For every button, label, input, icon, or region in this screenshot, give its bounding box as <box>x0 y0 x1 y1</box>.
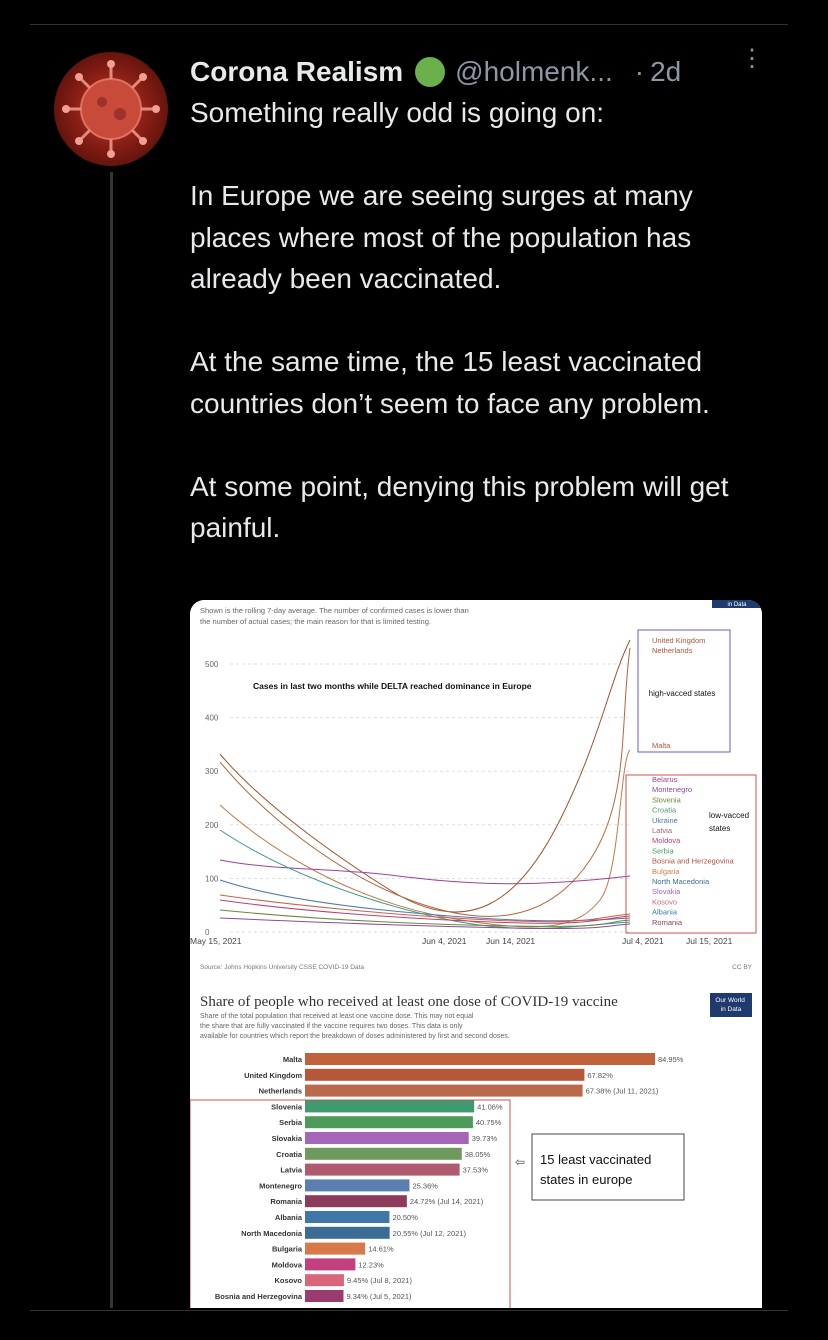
chart-image <box>190 600 762 1308</box>
bar-label: Malta <box>282 1055 302 1064</box>
bar <box>305 1243 365 1255</box>
bar <box>305 1053 655 1065</box>
line-chart-subtitle: Shown is the rolling 7-day average. The number of confirmed cases is lower than the number of actual cases; the main reason for that is limited testing. <box>200 606 469 626</box>
bar <box>305 1195 407 1207</box>
author-handle[interactable]: @holmenk... <box>455 56 613 87</box>
bar <box>305 1290 343 1302</box>
legend-label: Bosnia and Herzegovina <box>652 856 734 866</box>
bar-value-label: 12.23% <box>358 1260 384 1270</box>
bottom-divider <box>30 1310 788 1311</box>
bar-value-label: 9.34% (Jul 5, 2021) <box>346 1292 412 1301</box>
bar-label: Moldova <box>271 1260 302 1270</box>
bar-label: Bulgaria <box>271 1244 302 1254</box>
high-vacced-label: high-vacced states <box>648 689 716 698</box>
legend-label: Latvia <box>652 826 673 835</box>
bar-label: United Kingdom <box>244 1070 302 1080</box>
legend-label: Serbia <box>652 846 674 856</box>
series-line <box>220 750 630 927</box>
tweet-paragraph: In Europe we are seeing surges at many places where most of the population has already been vaccinated. <box>190 180 693 294</box>
legend-label: Slovenia <box>652 795 681 805</box>
callout-text: 15 least vaccinated states in europe <box>540 1152 652 1187</box>
owid-corner-label: in Data <box>727 602 747 608</box>
bar-value-label: 37.53% <box>462 1165 489 1175</box>
bar-label: Latvia <box>280 1165 302 1175</box>
bar-label: Kosovo <box>274 1276 302 1286</box>
bar-label: North Macedonia <box>241 1228 302 1238</box>
tweet[interactable] <box>190 45 780 549</box>
bar-label: Croatia <box>276 1149 302 1159</box>
x-tick-label: May 15, 2021 <box>190 936 242 946</box>
low-vacced-label: low-vacced states <box>709 811 750 833</box>
bar-chart-title: Share of people who received at least one dose of COVID-19 vaccine <box>200 994 618 1010</box>
bar-label: Slovenia <box>271 1102 302 1112</box>
bar-value-label: 38.05% <box>464 1149 491 1159</box>
legend-label: Malta <box>652 741 671 750</box>
bar-label: Netherlands <box>258 1086 302 1096</box>
y-tick-label: 0 <box>205 928 210 937</box>
bar <box>305 1116 473 1128</box>
tweet-text <box>190 92 780 549</box>
legend-label: Belarus <box>652 775 678 784</box>
tweet-media-image[interactable] <box>190 600 762 1308</box>
thread-line <box>110 172 113 1308</box>
source-note: Source: Johns Hopkins University CSSE COVID-19 Data <box>200 964 365 971</box>
bar-label: Albania <box>274 1213 302 1222</box>
bar-value-label: 67.38% (Jul 11, 2021) <box>585 1086 659 1096</box>
x-tick-label: Jun 4, 2021 <box>422 936 467 946</box>
bar <box>305 1227 390 1239</box>
license-note: CC BY <box>732 964 752 971</box>
series-line <box>220 895 630 922</box>
x-tick-label: Jul 15, 2021 <box>686 936 733 946</box>
legend-label: Moldova <box>652 836 681 846</box>
virus-icon <box>54 52 168 166</box>
y-tick-label: 200 <box>205 820 219 830</box>
bar-value-label: 14.61% <box>368 1244 394 1254</box>
x-tick-label: Jul 4, 2021 <box>622 936 664 946</box>
tweet-paragraph: At the same time, the 15 least vaccinated countries don’t seem to face any problem. <box>190 346 710 419</box>
bar-value-label: 20.50% <box>392 1213 418 1222</box>
bar <box>305 1211 389 1223</box>
bar-chart-subtitle: Share of the total population that received at least one vaccine dose. This may not equal the share that are fully vaccinated if the vaccine requires two doses. This data is only available for countries which report the breakdown of doses administered by first and second doses. <box>200 1013 510 1040</box>
bar <box>305 1274 344 1286</box>
series-line <box>220 860 630 884</box>
legend-label: North Macedonia <box>652 877 710 886</box>
bar-value-label: 9.45% (Jul 8, 2021) <box>346 1276 412 1286</box>
bar-value-label: 25.36% <box>412 1181 438 1191</box>
timestamp[interactable]: 2d <box>650 56 682 87</box>
bar-label: Romania <box>270 1197 302 1207</box>
separator: · <box>634 56 645 87</box>
y-tick-label: 100 <box>205 874 219 884</box>
legend-label: Albania <box>652 907 678 917</box>
bar <box>305 1179 409 1191</box>
legend-label: Slovakia <box>652 887 681 897</box>
bar-label: Montenegro <box>259 1181 302 1191</box>
bar <box>305 1085 583 1097</box>
tweet-header <box>190 45 780 92</box>
series-line <box>220 900 630 923</box>
bar-value-label: 24.72% (Jul 14, 2021) <box>409 1197 484 1207</box>
chart-annotation: Cases in last two months while DELTA reached dominance in Europe <box>253 681 532 691</box>
bar <box>305 1148 462 1160</box>
low-vacced-box <box>626 775 756 933</box>
bar-value-label: 39.73% <box>471 1134 498 1143</box>
bar-value-label: 84.95% <box>657 1055 684 1064</box>
bar-value-label: 20.55% (Jul 12, 2021) <box>392 1228 467 1238</box>
owid-logo-label: Our World in Data <box>715 997 745 1013</box>
bar <box>305 1100 474 1112</box>
legend-label: Kosovo <box>652 897 678 907</box>
bar <box>305 1258 355 1270</box>
bar-value-label: 41.06% <box>477 1102 503 1112</box>
legend-label: Bulgaria <box>652 866 680 876</box>
bar-label: Serbia <box>279 1118 302 1128</box>
bar <box>305 1132 469 1144</box>
callout-arrow-icon: ⇦ <box>515 1155 526 1169</box>
legend-label: Croatia <box>652 805 677 815</box>
bar <box>305 1164 460 1176</box>
legend-label: Montenegro <box>652 785 693 795</box>
tweet-paragraph: Something really odd is going on: <box>190 97 605 128</box>
y-tick-label: 400 <box>205 713 219 723</box>
y-tick-label: 500 <box>205 660 219 669</box>
author-name[interactable]: Corona Realism <box>190 56 404 87</box>
callout-box <box>532 1134 684 1200</box>
bar-value-label: 40.75% <box>475 1118 502 1128</box>
legend-label: Ukraine <box>652 815 678 825</box>
more-options-icon[interactable]: ⋮ <box>740 45 764 72</box>
top-divider <box>30 24 788 25</box>
legend-label: Netherlands <box>652 646 693 655</box>
legend-label: United Kingdom <box>652 636 706 645</box>
tweet-paragraph: At some point, denying this problem will get painful. <box>190 470 729 543</box>
bar-value-label: 67.82% <box>587 1070 613 1080</box>
verified-badge-icon <box>415 57 445 87</box>
x-tick-label: Jun 14, 2021 <box>486 936 536 946</box>
avatar[interactable] <box>54 52 168 166</box>
bar-label: Slovakia <box>271 1134 302 1143</box>
bar-label: Bosnia and Herzegovina <box>214 1292 302 1301</box>
bar <box>305 1069 584 1081</box>
y-tick-label: 300 <box>205 767 219 777</box>
legend-label: Romania <box>652 917 683 927</box>
